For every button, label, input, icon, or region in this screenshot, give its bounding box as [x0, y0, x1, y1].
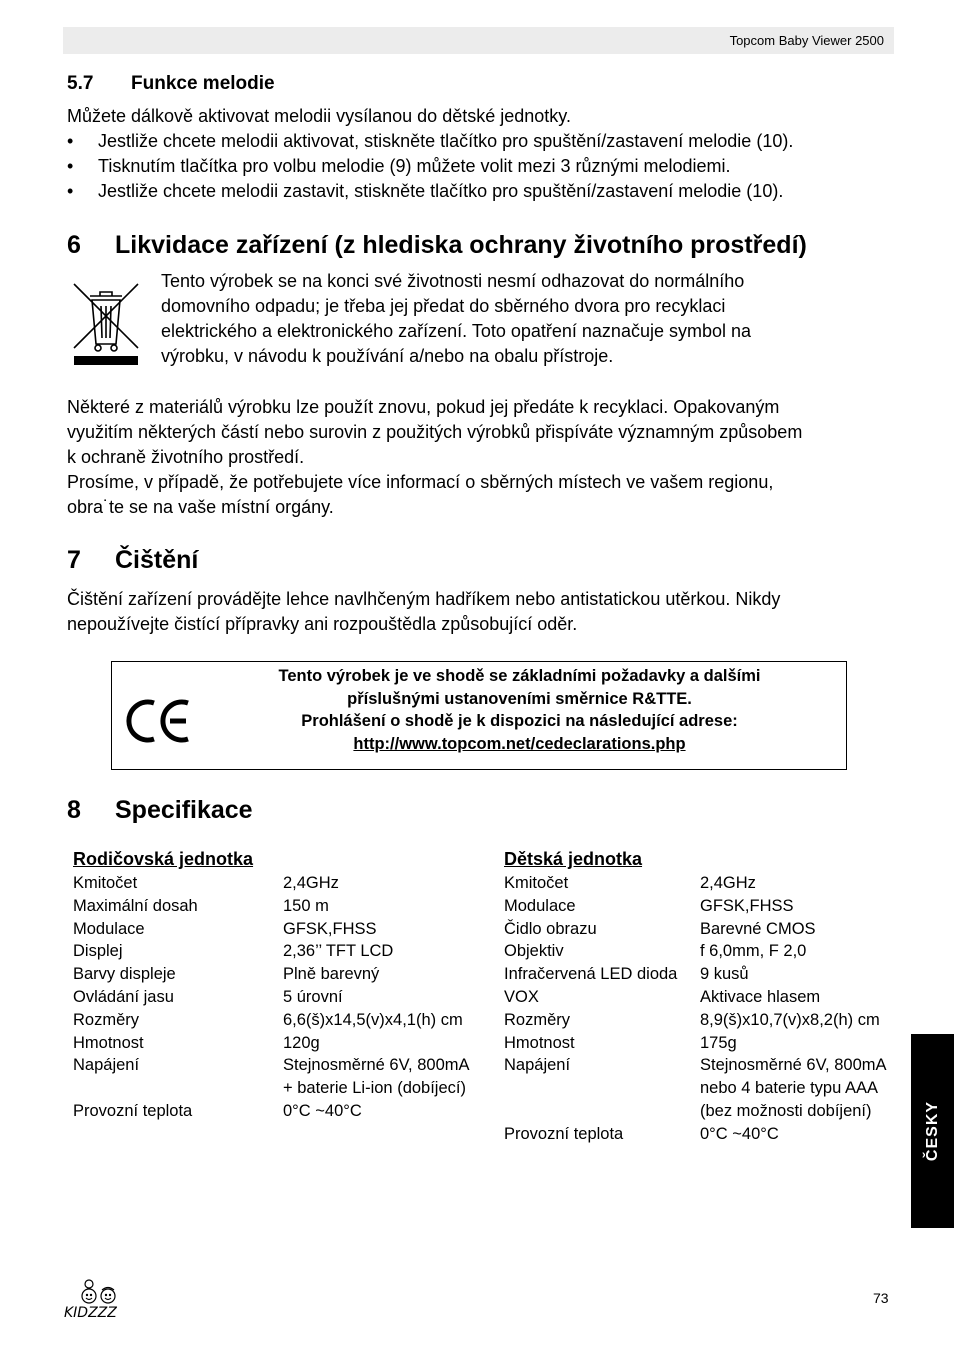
spec-label: Ovládání jasu — [73, 987, 174, 1006]
spec-label — [504, 1077, 700, 1100]
spec-value: (bez možnosti dobíjení) — [700, 1101, 872, 1120]
spec-row — [73, 918, 493, 941]
text-line: nepoužívejte čistící přípravky ani rozpouštědla způsobující oděr. — [67, 614, 578, 634]
spec-label: Hmotnost — [504, 1033, 575, 1052]
spec-value: f 6,0mm, F 2,0 — [700, 942, 807, 961]
spec-row — [73, 986, 493, 1009]
section-title: Funkce melodie — [131, 73, 275, 94]
spec-row — [73, 895, 493, 918]
spec-label: Infračervená LED dioda — [504, 965, 678, 984]
crossed-bin-icon — [70, 280, 142, 370]
text-line: využitím některých částí nebo surovin z použitých výrobků přispíváte významným způsobem — [67, 422, 803, 442]
spec-value: 150 m — [283, 896, 329, 915]
spec-row — [73, 1100, 493, 1123]
spec-value: 2,4GHz — [700, 874, 756, 892]
spec-value: Plně barevný — [283, 965, 380, 984]
section-5-7-bullets — [65, 129, 925, 204]
spec-value: 9 kusů — [700, 965, 749, 984]
spec-value: nebo 4 baterie typu AAA — [700, 1079, 878, 1098]
spec-label — [504, 1100, 700, 1123]
text-line: Tento výrobek je ve shodě se základními požadavky a dalšími — [278, 667, 761, 685]
spec-row — [504, 895, 909, 918]
spec-value: GFSK,FHSS — [700, 896, 794, 915]
spec-value: GFSK,FHSS — [283, 919, 377, 938]
spec-label: Rozměry — [504, 1010, 571, 1029]
text-line: příslušnými ustanoveními směrnice R&TTE. — [347, 689, 692, 708]
spec-label: Maximální dosah — [73, 896, 198, 915]
spec-value: 8,9(š)x10,7(v)x8,2(h) cm — [700, 1010, 880, 1029]
spec-row — [504, 1123, 909, 1146]
text-line: výrobku, v návodu k používání a/nebo na obalu přístroje. — [161, 346, 614, 366]
spec-value: 5 úrovní — [283, 987, 343, 1006]
spec-label: Rozměry — [73, 1010, 140, 1029]
section-6-heading — [67, 231, 807, 260]
section-title: Čištění — [115, 546, 199, 574]
text-line: k ochraně životního prostředí. — [67, 447, 305, 467]
section-6-bin-text — [161, 269, 881, 369]
section-title: Likvidace zařízení (z hlediska ochrany životního prostředí) — [115, 231, 807, 259]
language-tab-label: ČESKY — [923, 1100, 941, 1162]
text-line: Prohlášení o shodě je k dispozici na následující adrese: — [301, 712, 738, 730]
section-number: 6 — [67, 231, 81, 259]
spec-row — [504, 1054, 909, 1077]
spec-row — [73, 1054, 493, 1077]
spec-value: 2,36’’ TFT LCD — [283, 942, 394, 961]
page-number: 73 — [873, 1290, 889, 1306]
spec-label — [73, 1077, 283, 1100]
spec-label: Modulace — [73, 919, 145, 938]
text-line: Některé z materiálů výrobku lze použít znovu, pokud jej předáte k recyklaci. Opakovaným — [67, 397, 780, 417]
spec-value: 2,4GHz — [283, 874, 339, 892]
logo-text: KIDZZZ — [64, 1305, 117, 1321]
header-bar — [63, 27, 894, 54]
language-side-tab — [911, 1034, 954, 1228]
section-8-heading — [67, 796, 253, 825]
spec-label: Hmotnost — [73, 1033, 144, 1052]
spec-label: Objektiv — [504, 942, 564, 961]
spec-label: Provozní teplota — [73, 1101, 193, 1120]
list-item: • Jestliže chcete melodii aktivovat, stiskněte tlačítko pro spuštění/zastavení melodie (10). — [65, 129, 925, 154]
list-item: • Jestliže chcete melodii zastavit, stiskněte tlačítko pro spuštění/zastavení melodie (10). — [65, 179, 925, 204]
spec-row — [504, 1100, 909, 1123]
spec-label: Napájení — [504, 1056, 571, 1075]
spec-value: Aktivace hlasem — [700, 987, 821, 1006]
spec-value: Stejnosměrné 6V, 800mA — [700, 1056, 887, 1075]
spec-value: Stejnosměrné 6V, 800mA — [283, 1056, 470, 1075]
spec-row — [504, 1032, 909, 1055]
section-number: 7 — [67, 546, 81, 574]
spec-row — [504, 986, 909, 1009]
spec-value: 6,6(š)x14,5(v)x4,1(h) cm — [283, 1010, 463, 1029]
spec-row — [73, 1032, 493, 1055]
spec-child-unit — [504, 846, 909, 1146]
spec-label: Kmitočet — [73, 874, 138, 892]
spec-label: Napájení — [73, 1056, 140, 1075]
list-item: • Tisknutím tlačítka pro volbu melodie (9) můžete volit mezi 3 různými melodiemi. — [65, 154, 925, 179]
text-line: Tento výrobek se na konci své životnosti nesmí odhazovat do normálního — [161, 271, 745, 291]
spec-label: Čidlo obrazu — [504, 919, 597, 938]
spec-child-title: Dětská jednotka — [504, 849, 643, 869]
spec-value: + baterie Li-ion (dobíjecí) — [283, 1079, 466, 1098]
kidzzz-logo — [62, 1278, 136, 1322]
spec-row — [504, 963, 909, 986]
spec-row — [504, 918, 909, 941]
spec-label: Kmitočet — [504, 874, 569, 892]
section-number: 8 — [67, 796, 81, 824]
spec-label: Displej — [73, 942, 123, 961]
spec-row — [504, 1077, 909, 1100]
spec-row — [504, 1009, 909, 1032]
text-line: obra˙te se na vaše místní orgány. — [67, 497, 334, 517]
section-title: Specifikace — [115, 796, 253, 824]
text-line: elektrického a elektronického zařízení. Toto opatření naznačuje symbol na — [161, 321, 752, 341]
spec-parent-title: Rodičovská jednotka — [73, 849, 254, 869]
spec-value: 0°C ~40°C — [700, 1124, 779, 1143]
section-5-7-heading — [67, 73, 275, 95]
spec-label: Barvy displeje — [73, 965, 176, 984]
text-line: Čištění zařízení provádějte lehce navlhčeným hadříkem nebo antistatickou utěrkou. Nikdy — [67, 589, 781, 609]
spec-value: 0°C ~40°C — [283, 1101, 362, 1120]
section-6-paragraph — [67, 395, 927, 520]
spec-label: Modulace — [504, 896, 576, 915]
ce-declaration-text — [242, 665, 797, 755]
spec-row — [73, 1077, 493, 1100]
section-5-7-intro: Můžete dálkově aktivovat melodii vysílanou do dětské jednotky. — [67, 106, 571, 126]
ce-mark-icon — [124, 698, 194, 744]
spec-child-rows — [504, 872, 909, 1146]
section-7-heading — [67, 546, 198, 575]
spec-row — [73, 1009, 493, 1032]
text-line: Prosíme, v případě, že potřebujete více informací o sběrných místech ve vašem regionu, — [67, 472, 774, 492]
declarations-link[interactable]: http://www.topcom.net/cedeclarations.php — [353, 734, 686, 753]
ce-declaration-box — [111, 661, 847, 770]
spec-row — [73, 940, 493, 963]
spec-row — [73, 872, 493, 895]
spec-label: Provozní teplota — [504, 1124, 624, 1143]
spec-value: 120g — [283, 1033, 320, 1052]
section-7-paragraph — [67, 587, 927, 637]
text-line: domovního odpadu; je třeba jej předat do sběrného dvora pro recyklaci — [161, 296, 726, 316]
spec-parent-rows — [73, 872, 493, 1123]
spec-parent-unit — [73, 846, 493, 1123]
spec-value: 175g — [700, 1033, 737, 1052]
spec-row — [73, 963, 493, 986]
spec-row — [504, 872, 909, 895]
spec-row — [504, 940, 909, 963]
spec-value: Barevné CMOS — [700, 919, 816, 938]
header-title: Topcom Baby Viewer 2500 — [729, 33, 884, 48]
section-number: 5.7 — [67, 73, 94, 94]
spec-label: VOX — [504, 987, 539, 1006]
